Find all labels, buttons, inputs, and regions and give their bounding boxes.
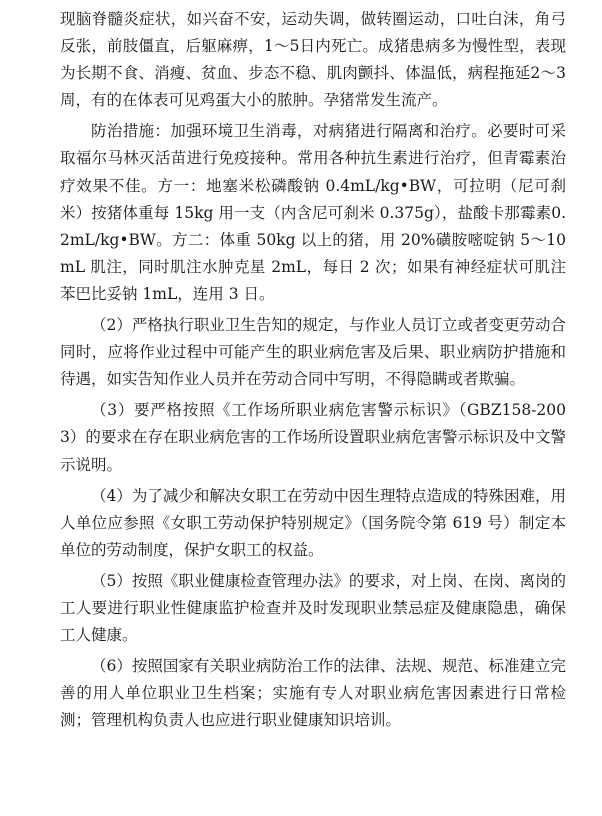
document-page xyxy=(60,6,566,738)
paragraph-item-2: （2）严格执行职业卫生告知的规定，与作业人员订立或者变更劳动合同时，应将作业过程中可能产生的职业病危害及后果、职业病防护措施和待遇，如实告知作业人员并在劳动合同中写明，不得隐瞒或者欺骗。 xyxy=(60,316,566,389)
paragraph-prevention-measures: 防治措施：加强环境卫生消毒，对病猪进行隔离和治疗。必要时可采取福尔马林灭活苗进行免疫接种。常用各种抗生素进行治疗，但青霉素治疗效果不佳。方一：地塞米松磷酸钠 0.4mL/kg•BW，可拉明（尼可刹米）按猪体重每 15kg 用一支（内含尼可刹米 0.375g），盐酸卡那霉素0.2mL/kg•BW。方二：体重 50kg 以上的猪，用 20%磺胺嘧啶钠 5～10mL 肌注，同时肌注水肿克星 2mL，每日 2 次；如果有神经症状可肌注苯巴比妥钠 1mL，连用 3 日。 xyxy=(60,122,566,303)
paragraph-item-6: （6）按照国家有关职业病防治工作的法律、法规、规范、标准建立完善的用人单位职业卫生档案；实施有专人对职业病危害因素进行日常检测；管理机构负责人也应进行职业健康知识培训。 xyxy=(60,657,566,730)
paragraph-item-4: （4）为了减少和解决女职工在劳动中因生理特点造成的特殊困难，用人单位应参照《女职工劳动保护特别规定》（国务院令第 619 号）制定本单位的劳动制度，保护女职工的权益。 xyxy=(60,486,566,559)
paragraph-disease-symptoms: 现脑脊髓炎症状，如兴奋不安，运动失调，做转圈运动，口吐白沫，角弓反张，前肢僵直，后躯麻痹，1～5日内死亡。成猪患病多为慢性型，表现为长期不食、消瘦、贫血、步态不稳、肌肉颤抖、体温低，病程拖延2～3周，有的在体表可见鸡蛋大小的脓肿。孕猪常发生流产。 xyxy=(60,10,566,110)
paragraph-item-5: （5）按照《职业健康检查管理办法》的要求，对上岗、在岗、离岗的工人要进行职业性健康监护检查并及时发现职业禁忌症及健康隐患，确保工人健康。 xyxy=(60,571,566,645)
paragraph-item-3: （3）要严格按照《工作场所职业病危害警示标识》（GBZ158-2003）的要求在存在职业病危害的工作场所设置职业病危害警示标识及中文警示说明。 xyxy=(60,401,566,474)
